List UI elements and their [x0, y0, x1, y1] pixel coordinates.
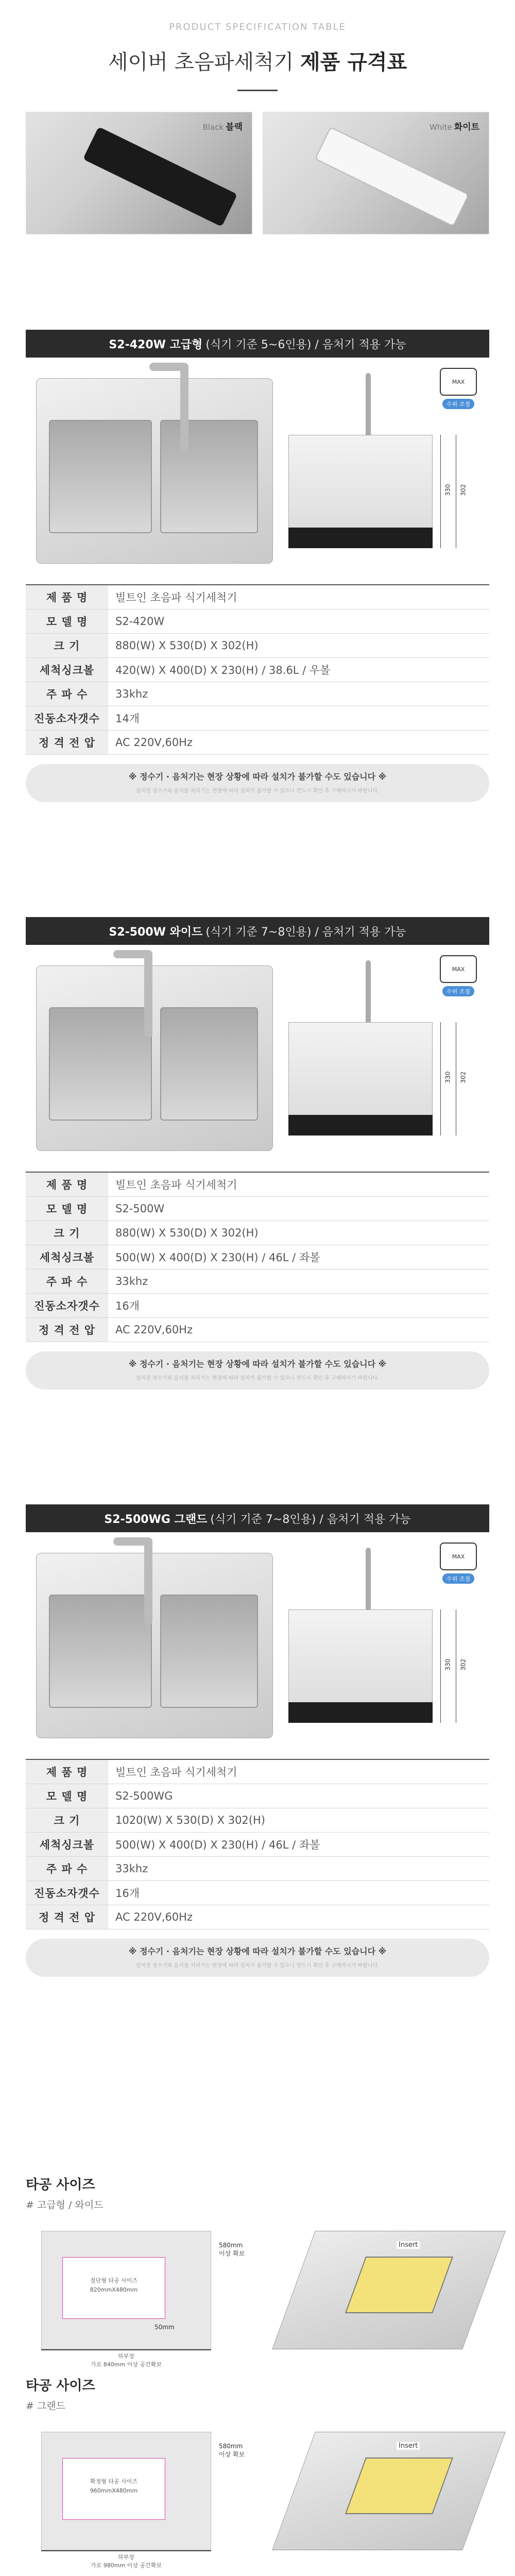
spec-value: S2-500WG	[108, 1784, 489, 1808]
spec-table	[26, 1759, 489, 1929]
spec-key: 정 격 전 압	[26, 1905, 108, 1929]
title-rule	[237, 90, 278, 91]
title-bold: 제품 규격표	[300, 50, 407, 74]
depth-dimension: 580mm 이상 확보	[219, 2242, 245, 2257]
side-body	[288, 435, 433, 538]
sink-top-view	[36, 378, 273, 564]
note-main: ※ 정수기 · 음처기는 현장 상황에 따라 설치가 불가할 수도 있습니다 ※	[128, 1359, 387, 1369]
cabinet-label: 하부장 가로 980mm 이상 공간확보	[41, 2550, 211, 2571]
page-header	[0, 0, 515, 91]
spec-key: 제 품 명	[26, 1172, 108, 1196]
cutout-subtitle: # 고급형 / 와이드	[26, 2199, 104, 2211]
cutout-title: 타공 사이즈	[26, 2177, 95, 2193]
spec-value: 16개	[108, 1880, 489, 1905]
spec-row	[26, 706, 489, 730]
spec-value: 500(W) X 400(D) X 230(H) / 46L / 좌볼	[108, 1832, 489, 1856]
side-body	[288, 1022, 433, 1125]
spec-key: 제 품 명	[26, 1759, 108, 1784]
hole-size: 확정형 타공 사이즈 960mmX480mm	[62, 2458, 165, 2520]
badge-caption: 수위 조절	[442, 399, 474, 409]
spec-value: 빌트인 초음파 식기세척기	[108, 585, 489, 609]
spec-table	[26, 584, 489, 755]
spec-value: AC 220V,60Hz	[108, 1905, 489, 1929]
model-desc: (식기 기준 5~6인용) / 음처기 적용 가능	[205, 338, 406, 351]
spec-row	[26, 1317, 489, 1342]
product-section-3	[26, 1504, 489, 1977]
spec-key: 세척싱크볼	[26, 1832, 108, 1856]
countertop	[41, 2432, 211, 2550]
wave-icon: MAX	[440, 368, 477, 396]
spec-row	[26, 1808, 489, 1832]
spec-row	[26, 585, 489, 609]
sink-bowl-right	[160, 420, 258, 533]
badge-caption: 수위 조절	[442, 1573, 474, 1584]
depth-dimension: 580mm 이상 확보	[219, 2443, 245, 2458]
product-images	[26, 358, 489, 584]
spec-row	[26, 1293, 489, 1317]
sink-bowl-right	[160, 1595, 258, 1708]
title-light: 세이버 초음파세척기	[108, 50, 301, 74]
note-sub: 설치전 정수기와 음식물 처리기는 현장에 따라 설치가 불가할 수 있으니 반드시 확인 후 구매하시기 바랍니다.	[135, 788, 380, 794]
spec-value: S2-420W	[108, 609, 489, 633]
spec-row	[26, 1856, 489, 1880]
spec-row	[26, 633, 489, 657]
badge-caption: 수위 조절	[442, 986, 474, 996]
note-sub: 설치전 정수기와 음식물 처리기는 현장에 따라 설치가 불가할 수 있으니 반드시 확인 후 구매하시기 바랍니다.	[135, 1375, 380, 1381]
product-title-bar	[26, 917, 489, 945]
spec-key: 정 격 전 압	[26, 730, 108, 754]
spec-row	[26, 1784, 489, 1808]
dim-label-1: 330	[444, 484, 452, 496]
spec-key: 주 파 수	[26, 1269, 108, 1293]
spec-row	[26, 1832, 489, 1856]
install-note	[26, 1351, 489, 1389]
side-faucet	[366, 960, 371, 1027]
spec-value: 33khz	[108, 1856, 489, 1880]
model-desc: (식기 기준 7~8인용) / 음처기 적용 가능	[205, 925, 406, 939]
side-base	[288, 1115, 433, 1136]
product-title-bar	[26, 1504, 489, 1532]
sink-top-view	[36, 965, 273, 1151]
spec-value: 16개	[108, 1293, 489, 1317]
spec-row	[26, 1269, 489, 1293]
control-panel-white	[315, 127, 469, 227]
product-section-2	[26, 917, 489, 1389]
spec-key: 크 기	[26, 1808, 108, 1832]
spec-key: 모 델 명	[26, 609, 108, 633]
spec-key: 제 품 명	[26, 585, 108, 609]
spec-key: 주 파 수	[26, 1856, 108, 1880]
cutout-subtitle: # 그랜드	[26, 2400, 66, 2412]
spec-row	[26, 1905, 489, 1929]
spec-key: 진동소자갯수	[26, 1293, 108, 1317]
sink-bowl-left	[49, 1595, 152, 1708]
spec-row	[26, 682, 489, 706]
spec-value: 1020(W) X 530(D) X 302(H)	[108, 1808, 489, 1832]
spec-row	[26, 1759, 489, 1784]
spec-key: 정 격 전 압	[26, 1317, 108, 1342]
eyebrow: PRODUCT SPECIFICATION TABLE	[169, 22, 346, 32]
spec-value: 880(W) X 530(D) X 302(H)	[108, 633, 489, 657]
spec-value: S2-500W	[108, 1196, 489, 1221]
sink-bowl-right	[160, 1007, 258, 1121]
cabinet-label: 하부장 가로 840mm 이상 공간확보	[41, 2349, 211, 2370]
side-body	[288, 1609, 433, 1713]
dim-label-2: 302	[459, 1658, 467, 1671]
spec-key: 진동소자갯수	[26, 1880, 108, 1905]
faucet	[144, 950, 152, 1038]
cutout-diagram	[26, 2421, 489, 2576]
wave-icon: MAX	[440, 1543, 477, 1570]
cutout-section-1	[26, 2174, 489, 2380]
side-faucet	[366, 1548, 371, 1615]
wave-icon: MAX	[440, 955, 477, 983]
spec-value: 빌트인 초음파 식기세척기	[108, 1759, 489, 1784]
spec-table	[26, 1172, 489, 1342]
dim-label-1: 330	[444, 1658, 452, 1671]
spec-row	[26, 1221, 489, 1245]
side-base	[288, 528, 433, 548]
hole-size: 절단형 타공 사이즈 820mmX480mm	[62, 2257, 165, 2319]
spec-row	[26, 1880, 489, 1905]
dim-line-1	[440, 435, 441, 548]
spec-value: 33khz	[108, 682, 489, 706]
spec-key: 크 기	[26, 633, 108, 657]
dim-label-2: 302	[459, 484, 467, 496]
spec-row	[26, 609, 489, 633]
water-level-badge	[438, 1543, 479, 1584]
spec-value: AC 220V,60Hz	[108, 1317, 489, 1342]
faucet	[180, 363, 188, 450]
color-card-white	[263, 112, 489, 234]
cutout-diagram	[26, 2221, 489, 2380]
spec-row	[26, 1196, 489, 1221]
model-name: S2-500WG 그랜드	[104, 1513, 208, 1526]
faucet	[144, 1537, 152, 1625]
spec-value: 500(W) X 400(D) X 230(H) / 46L / 좌볼	[108, 1245, 489, 1269]
note-main: ※ 정수기 · 음처기는 현장 상황에 따라 설치가 불가할 수도 있습니다 ※	[128, 771, 387, 782]
insert-label: Insert	[397, 2241, 420, 2249]
edge-dimension: 50mm	[154, 2324, 175, 2331]
spec-value: 14개	[108, 706, 489, 730]
spec-value: 880(W) X 530(D) X 302(H)	[108, 1221, 489, 1245]
spec-key: 세척싱크볼	[26, 1245, 108, 1269]
cutout-section-2	[26, 2375, 489, 2576]
spec-value: 33khz	[108, 1269, 489, 1293]
spec-row	[26, 1245, 489, 1269]
sink-bowl-left	[49, 420, 152, 533]
spec-key: 모 델 명	[26, 1784, 108, 1808]
spec-value: AC 220V,60Hz	[108, 730, 489, 754]
dim-line-1	[440, 1022, 441, 1136]
model-desc: (식기 기준 7~8인용) / 음처기 적용 가능	[210, 1513, 411, 1526]
spec-value: 빌트인 초음파 식기세척기	[108, 1172, 489, 1196]
color-label-white: White 화이트	[430, 122, 479, 132]
spec-row	[26, 1172, 489, 1196]
control-panel-black	[83, 127, 237, 227]
page-title	[0, 46, 515, 75]
cutout-title: 타공 사이즈	[26, 2378, 95, 2394]
spec-key: 진동소자갯수	[26, 706, 108, 730]
sink-bowl-left	[49, 1007, 152, 1121]
sink-top-view	[36, 1553, 273, 1738]
product-images	[26, 1532, 489, 1759]
spec-row	[26, 730, 489, 754]
spec-row	[26, 657, 489, 682]
dim-label-1: 330	[444, 1071, 452, 1083]
install-note	[26, 1939, 489, 1977]
note-main: ※ 정수기 · 음처기는 현장 상황에 따라 설치가 불가할 수도 있습니다 ※	[128, 1946, 387, 1956]
spec-key: 세척싱크볼	[26, 657, 108, 682]
spec-key: 모 델 명	[26, 1196, 108, 1221]
color-options	[26, 112, 489, 234]
color-card-black	[26, 112, 252, 234]
color-label-black: Black 블랙	[202, 122, 243, 132]
note-sub: 설치전 정수기와 음식물 처리기는 현장에 따라 설치가 불가할 수 있으니 반드시 확인 후 구매하시기 바랍니다.	[135, 1962, 380, 1969]
insert-label: Insert	[397, 2442, 420, 2450]
model-name: S2-500W 와이드	[109, 925, 203, 939]
dim-line-1	[440, 1609, 441, 1723]
water-level-badge	[438, 368, 479, 409]
spec-value: 420(W) X 400(D) X 230(H) / 38.6L / 우볼	[108, 657, 489, 682]
side-faucet	[366, 373, 371, 440]
dim-label-2: 302	[459, 1071, 467, 1083]
spec-key: 주 파 수	[26, 682, 108, 706]
product-images	[26, 945, 489, 1172]
product-title-bar	[26, 330, 489, 358]
side-base	[288, 1702, 433, 1723]
spec-key: 크 기	[26, 1221, 108, 1245]
model-name: S2-420W 고급형	[109, 338, 203, 351]
water-level-badge	[438, 955, 479, 996]
install-note	[26, 764, 489, 802]
countertop	[41, 2231, 211, 2349]
product-section-1	[26, 330, 489, 802]
